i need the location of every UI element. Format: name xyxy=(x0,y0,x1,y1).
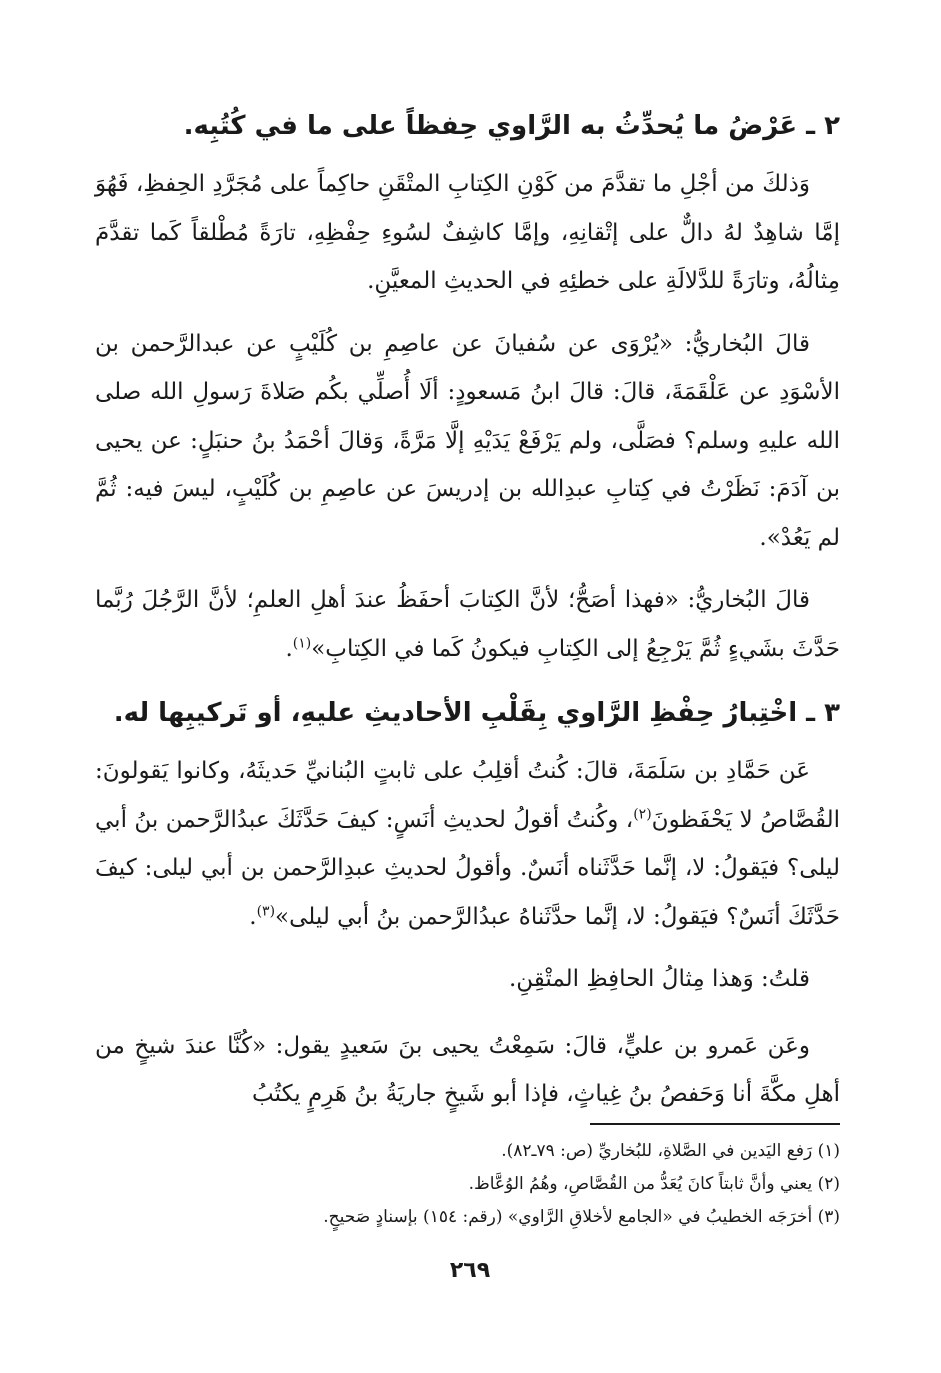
paragraph-bukhari-quote-1: قالَ البُخاريُّ: «يُرْوَى عن سُفيانَ عن عاصِمِ بن كُلَيْبٍ عن عبدالرَّحمن بن الأسْوَدِ عن عَلْقَمَةَ، قالَ: قالَ ابنُ مَسعودٍ: ألَا أُصلِّي بكُم صَلاةَ رَسولِ الله صلى الله عليهِ وسلم؟ فصَلَّى، ولم يَرْفَعْ يَدَيْهِ إلَّا مَرَّةً، وَقالَ أحْمَدُ بنُ حنبَلٍ: عن يحيى بن آدَمَ: نَظَرْتُ في كِتابِ عبدِالله بن إدريسَ عن عاصِمِ بن كُلَيْبٍ، ليسَ فيه: ثُمَّ لم يَعُدْ». xyxy=(95,330,840,551)
footnote-ref-2[interactable]: (٢) xyxy=(633,805,652,822)
bukhari-quote-2-text: قالَ البُخاريُّ: «فهذا أصَحُّ؛ لأنَّ الكِتابَ أحفَظُ عندَ أهلِ العلمِ؛ لأنَّ الرَّجُلَ رُبَّما حَدَّثَ بشَيءٍ ثُمَّ يَرْجِعُ إلى الكِتابِ فيكونُ كَما في الكِتابِ» xyxy=(95,587,840,662)
footnote-3: (٣) أخرَجَه الخطيبُ في «الجامع لأخلاقِ الرَّاوي» (رقم: ١٥٤) بإسنادٍ صَحيحٍ. xyxy=(323,1207,840,1227)
paragraph-intro: وَذلكَ من أجْلِ ما تقدَّمَ من كَوْنِ الكِتابِ المتْقَنِ حاكِماً على مُجَرَّدِ الحِفظِ، فَهُوَ إمَّا شاهِدٌ لهُ دالٌّ على إتْقانِهِ، وإمَّا كاشِفٌ لسُوءِ حِفْظِهِ، تارَةً مُطْلقاً كَما تقدَّمَ مِثالُهُ، وتارَةً للدَّلالَةِ على خطئِهِ في الحديثِ المعيَّنِ. xyxy=(95,171,840,294)
hammad-text-start: عَن حَمَّادِ بن سَلَمَةَ، قالَ: كُنتُ أقلِبُ على ثابتٍ البُنانيِّ حَديثَهُ، وكانوا يَقولونَ: القُصَّاصُ لا يَحْفَظونَ xyxy=(95,758,840,833)
paragraph-hammad: عَن حَمَّادِ بن سَلَمَةَ، قالَ: كُنتُ أقلِبُ على ثابتٍ البُنانيِّ حَديثَهُ، وكانوا يَقولونَ: القُصَّاصُ لا يَحْفَظونَ$^{(٢)}$، وكُنتُ أقولُ لحديثِ أنَسٍ: كيفَ حَدَّثَكَ عبدُالرَّحمن بنُ أبي ليلى؟ فيَقولُ: لا، إنَّما حَدَّثَناه أنَسٌ. وأقولُ لحديثِ عبدِالرَّحمن بن أبي ليلى: كيفَ حَدَّثَكَ أنَسٌ؟ فيَقولُ: لا، إنَّما حدَّثَناهُ عبدُالرَّحمن بنُ أبي ليلى»$^{(٣)}$. xyxy=(95,758,840,930)
paragraph-note: قلتُ: وَهذا مِثالُ الحافِظِ المتْقِنِ. xyxy=(508,966,810,992)
footnote-ref-3[interactable]: (٣) xyxy=(256,902,276,919)
page-body xyxy=(95,100,840,1119)
footnote-1: (١) رَفع اليَدين في الصَّلاةِ، للبُخاريِّ (ص: ٧٩ـ٨٢). xyxy=(501,1141,840,1161)
paragraph-bukhari-quote-2: قالَ البُخاريُّ: «فهذا أصَحُّ؛ لأنَّ الكِتابَ أحفَظُ عندَ أهلِ العلمِ؛ لأنَّ الرَّجُلَ رُبَّما حَدَّثَ بشَيءٍ ثُمَّ يَرْجِعُ إلى الكِتابِ فيكونُ كَما في الكِتابِ»$^{(١)}$. xyxy=(95,587,840,662)
section-heading-3: ٣ ـ اخْتِبارُ حِفْظِ الرَّاوي بِقَلْبِ الأحاديثِ عليهِ، أو تَركيبِها له. xyxy=(113,698,840,728)
footnotes xyxy=(95,1135,840,1234)
footnote-divider xyxy=(590,1123,840,1125)
page-number: ٢٦٩ xyxy=(449,1258,491,1283)
footnote-2: (٢) يعني وأنَّ ثابتاً كانَ يُعَدُّ من القُصَّاصِ، وهُمُ الوُعَّاظ. xyxy=(468,1174,840,1194)
paragraph-amr: وعَن عَمرو بن عليٍّ، قالَ: سَمِعْتُ يحيى بنَ سَعيدٍ يقول: «كُنَّا عندَ شيخٍ من أهلِ مكَّةَ أنا وَحَفصُ بنُ غِياثٍ، فإذا أبو شَيخٍ جاريَةُ بنُ هَرِمٍ يكتُبُ xyxy=(95,1032,840,1107)
footnote-ref-1[interactable]: (١) xyxy=(292,634,312,651)
section-heading-2: ٢ ـ عَرْضُ ما يُحدِّثُ به الرَّاوي حِفظاً على ما في كُتُبِه. xyxy=(183,111,840,141)
hammad-text-mid: ، وكُنتُ أقولُ لحديثِ أنَسٍ: كيفَ حَدَّثَكَ عبدُالرَّحمن بنُ أبي ليلى؟ فيَقولُ: لا، إنَّما حَدَّثَناه أنَسٌ. وأقولُ لحديثِ عبدِالرَّحمن بن أبي ليلى: كيفَ حَدَّثَكَ أنَسٌ؟ فيَقولُ: لا، إنَّما حدَّثَناهُ عبدُالرَّحمن بنُ أبي ليلى» xyxy=(95,806,840,930)
